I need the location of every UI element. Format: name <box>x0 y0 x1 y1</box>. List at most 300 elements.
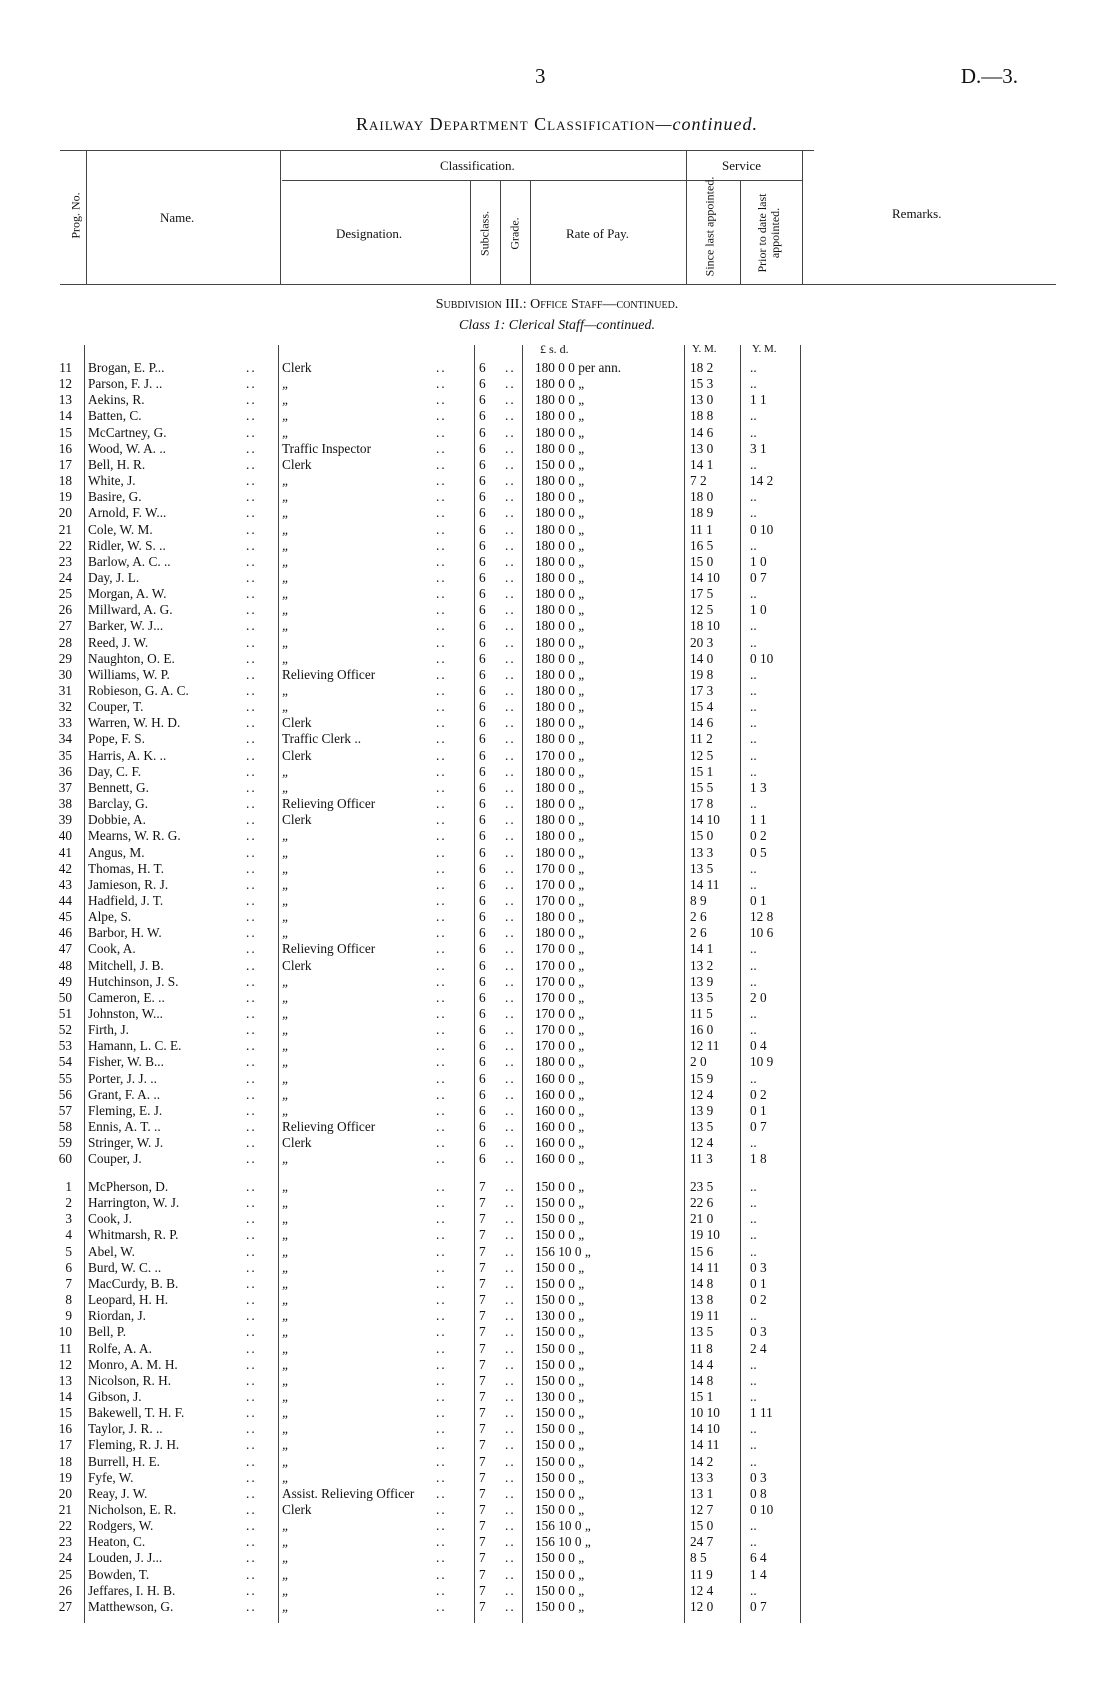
rate-of-pay: 180 0 0 „ <box>535 828 585 844</box>
subclass: 6 <box>479 1086 486 1102</box>
name: Burd, W. C. .. <box>88 1259 162 1275</box>
leader-dots: .. <box>505 553 516 569</box>
service-prior: 1 0 <box>750 602 767 618</box>
service-since: 15 1 <box>690 1388 714 1404</box>
designation: „ <box>282 521 290 537</box>
designation: „ <box>282 505 290 521</box>
leader-dots: .. <box>436 1469 447 1485</box>
leader-dots: .. <box>246 1421 257 1437</box>
leader-dots: .. <box>246 1550 257 1566</box>
designation: „ <box>282 553 290 569</box>
leader-dots: .. <box>246 1582 257 1598</box>
designation: „ <box>282 1195 290 1211</box>
leader-dots: .. <box>505 473 516 489</box>
name: Cameron, E. .. <box>88 989 165 1005</box>
service-since: 22 6 <box>690 1195 714 1211</box>
header-remarks: Remarks. <box>892 206 942 221</box>
prog-no: 21 <box>58 521 72 537</box>
subclass: 6 <box>479 440 486 456</box>
name: Nicholson, E. R. <box>88 1502 177 1517</box>
service-since: 13 5 <box>690 860 714 876</box>
leader-dots: .. <box>246 876 257 892</box>
rate-of-pay: 180 0 0 „ <box>535 521 585 537</box>
table-row <box>0 1054 1114 1070</box>
rate-of-pay: 160 0 0 „ <box>535 1086 585 1102</box>
rate-of-pay: 170 0 0 „ <box>535 747 585 763</box>
name: Mearns, W. R. G. <box>88 828 181 844</box>
subclass: 7 <box>479 1340 486 1356</box>
leader-dots: .. <box>505 763 516 779</box>
designation: Clerk <box>282 812 312 828</box>
name: Fisher, W. B... <box>88 1054 164 1070</box>
leader-dots: .. <box>436 360 447 375</box>
rate-of-pay: 180 0 0 „ <box>535 731 585 747</box>
leader-dots: .. <box>436 1227 447 1243</box>
service-prior: 14 2 <box>750 473 774 489</box>
leader-dots: .. <box>436 860 447 876</box>
designation: „ <box>282 1102 290 1118</box>
rate-of-pay: 160 0 0 „ <box>535 1135 585 1151</box>
designation: „ <box>282 1356 290 1372</box>
table-row <box>0 941 1114 957</box>
designation: „ <box>282 586 290 602</box>
name: Jamieson, R. J. <box>88 876 169 892</box>
rate-of-pay: 180 0 0 „ <box>535 909 585 925</box>
prog-no: 57 <box>58 1102 72 1118</box>
prog-no: 52 <box>58 1022 72 1038</box>
rate-of-pay: 150 0 0 „ <box>535 1211 585 1227</box>
name: Millward, A. G. <box>88 602 173 618</box>
rate-of-pay: 150 0 0 „ <box>535 1582 585 1598</box>
prog-no: 2 <box>65 1195 72 1211</box>
name: Whitmarsh, R. P. <box>88 1227 179 1243</box>
table-row <box>0 1292 1114 1308</box>
leader-dots: .. <box>246 779 257 795</box>
name: Wood, W. A. .. <box>88 440 166 456</box>
prog-no: 5 <box>65 1243 72 1259</box>
service-since: 12 7 <box>690 1502 714 1517</box>
service-since: 13 8 <box>690 1292 714 1308</box>
service-since: 18 2 <box>690 360 714 375</box>
prog-no: 27 <box>58 618 72 634</box>
designation: „ <box>282 1566 290 1582</box>
service-prior: .. <box>750 1243 757 1259</box>
service-prior: .. <box>750 586 757 602</box>
rate-of-pay: 150 0 0 „ <box>535 1502 585 1517</box>
subclass: 7 <box>479 1566 486 1582</box>
designation: „ <box>282 1388 290 1404</box>
table-row <box>0 1308 1114 1324</box>
table-row <box>0 812 1114 828</box>
designation: „ <box>282 1243 290 1259</box>
service-since: 15 0 <box>690 1518 714 1534</box>
leader-dots: .. <box>246 586 257 602</box>
subclass: 7 <box>479 1405 486 1421</box>
service-prior: 1 1 <box>750 812 767 828</box>
leader-dots: .. <box>505 634 516 650</box>
subclass: 6 <box>479 1102 486 1118</box>
header-since-last: Since last appointed. <box>702 176 717 277</box>
leader-dots: .. <box>246 1119 257 1135</box>
subclass: 6 <box>479 699 486 715</box>
leader-dots: .. <box>505 1405 516 1421</box>
leader-dots: .. <box>505 1421 516 1437</box>
rate-of-pay: 150 0 0 „ <box>535 1437 585 1453</box>
leader-dots: .. <box>436 1598 447 1614</box>
since-units: Y. M. <box>692 343 717 355</box>
leader-dots: .. <box>436 1453 447 1469</box>
table-row <box>0 618 1114 634</box>
service-prior: .. <box>750 747 757 763</box>
subclass: 6 <box>479 957 486 973</box>
name: Grant, F. A. .. <box>88 1086 161 1102</box>
prog-no: 21 <box>58 1502 72 1517</box>
prog-no: 12 <box>58 1356 72 1372</box>
table-row <box>0 1324 1114 1340</box>
service-since: 13 3 <box>690 1469 714 1485</box>
leader-dots: .. <box>436 812 447 828</box>
rate-of-pay: 170 0 0 „ <box>535 989 585 1005</box>
service-since: 13 9 <box>690 1102 714 1118</box>
designation: „ <box>282 1179 290 1194</box>
designation: „ <box>282 1292 290 1308</box>
table-row <box>0 1567 1114 1583</box>
service-since: 21 0 <box>690 1211 714 1227</box>
designation: „ <box>282 408 290 424</box>
leader-dots: .. <box>246 1054 257 1070</box>
prog-no: 47 <box>58 941 72 957</box>
prog-no: 20 <box>58 505 72 521</box>
service-prior: .. <box>750 1308 757 1324</box>
rate-of-pay: 180 0 0 „ <box>535 553 585 569</box>
title-main: Railway Department Classification <box>356 114 656 134</box>
subclass: 7 <box>479 1453 486 1469</box>
subclass: 6 <box>479 392 486 408</box>
name: Jeffares, I. H. B. <box>88 1582 176 1598</box>
designation: „ <box>282 1151 290 1167</box>
service-since: 14 10 <box>690 1421 720 1437</box>
leader-dots: .. <box>505 1485 516 1501</box>
leader-dots: .. <box>505 1086 516 1102</box>
designation: „ <box>282 1582 290 1598</box>
table-row <box>0 780 1114 796</box>
subclass: 6 <box>479 456 486 472</box>
rate-of-pay: 150 0 0 „ <box>535 1356 585 1372</box>
leader-dots: .. <box>246 1086 257 1102</box>
leader-dots: .. <box>246 456 257 472</box>
leader-dots: .. <box>246 650 257 666</box>
leader-dots: .. <box>436 1054 447 1070</box>
table-row <box>0 441 1114 457</box>
designation: Clerk <box>282 715 312 731</box>
leader-dots: .. <box>436 1550 447 1566</box>
leader-dots: .. <box>505 1518 516 1534</box>
name: Day, J. L. <box>88 569 140 585</box>
prog-no: 9 <box>65 1308 72 1324</box>
subclass: 6 <box>479 569 486 585</box>
leader-dots: .. <box>436 586 447 602</box>
name: McCartney, G. <box>88 424 167 440</box>
service-prior: .. <box>750 1582 757 1598</box>
service-prior: .. <box>750 634 757 650</box>
prog-no: 54 <box>58 1054 72 1070</box>
table-row <box>0 1195 1114 1211</box>
service-since: 2 0 <box>690 1054 707 1070</box>
leader-dots: .. <box>505 1195 516 1211</box>
header-vline-4 <box>500 180 501 284</box>
leader-dots: .. <box>246 602 257 618</box>
service-since: 18 10 <box>690 618 720 634</box>
subclass: 7 <box>479 1308 486 1324</box>
designation: Relieving Officer <box>282 666 376 682</box>
rate-of-pay: 156 10 0 „ <box>535 1243 591 1259</box>
rate-of-pay: 170 0 0 „ <box>535 892 585 908</box>
prog-no: 15 <box>58 424 72 440</box>
table-row <box>0 554 1114 570</box>
rate-of-pay: 160 0 0 „ <box>535 1151 585 1167</box>
service-since: 14 10 <box>690 812 720 828</box>
leader-dots: .. <box>436 1259 447 1275</box>
leader-dots: .. <box>436 1292 447 1308</box>
service-since: 15 0 <box>690 828 714 844</box>
rate-of-pay: 180 0 0 „ <box>535 473 585 489</box>
prog-no: 32 <box>58 699 72 715</box>
subclass: 7 <box>479 1582 486 1598</box>
rate-of-pay: 150 0 0 „ <box>535 1275 585 1291</box>
subclass: 7 <box>479 1372 486 1388</box>
service-since: 14 8 <box>690 1275 714 1291</box>
leader-dots: .. <box>505 973 516 989</box>
subclass: 7 <box>479 1324 486 1340</box>
service-prior: .. <box>750 731 757 747</box>
service-since: 24 7 <box>690 1534 714 1550</box>
rate-of-pay: 156 10 0 „ <box>535 1534 591 1550</box>
designation: „ <box>282 1598 290 1614</box>
prog-no: 49 <box>58 973 72 989</box>
leader-dots: .. <box>505 1502 516 1517</box>
service-prior: 0 7 <box>750 569 767 585</box>
subclass: 6 <box>479 812 486 828</box>
prog-no: 50 <box>58 989 72 1005</box>
prog-no: 18 <box>58 473 72 489</box>
name: Bowden, T. <box>88 1566 150 1582</box>
rate-of-pay: 156 10 0 „ <box>535 1518 591 1534</box>
leader-dots: .. <box>246 941 257 957</box>
table-row <box>0 1211 1114 1227</box>
leader-dots: .. <box>436 440 447 456</box>
designation: „ <box>282 650 290 666</box>
rate-of-pay: 170 0 0 „ <box>535 1006 585 1021</box>
subclass: 6 <box>479 408 486 424</box>
leader-dots: .. <box>246 1485 257 1501</box>
designation: „ <box>282 1469 290 1485</box>
leader-dots: .. <box>436 731 447 747</box>
header-bottom-rule <box>60 284 1056 285</box>
prog-no: 14 <box>58 1388 72 1404</box>
name: Cook, A. <box>88 941 136 957</box>
table-row <box>0 1470 1114 1486</box>
prog-no: 37 <box>58 779 72 795</box>
designation: Relieving Officer <box>282 1119 376 1135</box>
service-since: 13 9 <box>690 973 714 989</box>
name: Couper, T. <box>88 699 144 715</box>
subclass: 7 <box>479 1243 486 1259</box>
name: Bell, H. R. <box>88 456 146 472</box>
leader-dots: .. <box>505 989 516 1005</box>
table-row <box>0 1087 1114 1103</box>
service-since: 14 10 <box>690 569 720 585</box>
subclass: 7 <box>479 1550 486 1566</box>
name: Thomas, H. T. <box>88 860 164 876</box>
subclass: 6 <box>479 731 486 747</box>
name: Matthewson, G. <box>88 1598 174 1614</box>
service-prior: .. <box>750 1179 757 1194</box>
leader-dots: .. <box>246 473 257 489</box>
leader-dots: .. <box>436 909 447 925</box>
rate-of-pay: 180 0 0 „ <box>535 505 585 521</box>
service-since: 13 2 <box>690 957 714 973</box>
subclass: 6 <box>479 909 486 925</box>
name: Morgan, A. W. <box>88 586 167 602</box>
designation: „ <box>282 1227 290 1243</box>
name: Hutchinson, J. S. <box>88 973 179 989</box>
name: Bell, P. <box>88 1324 127 1340</box>
prog-no: 29 <box>58 650 72 666</box>
service-prior: 0 8 <box>750 1485 767 1501</box>
leader-dots: .. <box>505 1243 516 1259</box>
rate-of-pay: 150 0 0 „ <box>535 1566 585 1582</box>
prog-no: 13 <box>58 1372 72 1388</box>
prog-no: 10 <box>58 1324 72 1340</box>
leader-dots: .. <box>246 828 257 844</box>
rate-of-pay: 130 0 0 „ <box>535 1388 585 1404</box>
designation: „ <box>282 1550 290 1566</box>
subclass: 6 <box>479 1151 486 1167</box>
service-prior: 1 11 <box>750 1405 773 1421</box>
service-since: 11 3 <box>690 1151 713 1167</box>
leader-dots: .. <box>505 456 516 472</box>
designation: „ <box>282 1453 290 1469</box>
service-since: 15 0 <box>690 553 714 569</box>
subclass: 6 <box>479 521 486 537</box>
leader-dots: .. <box>436 1421 447 1437</box>
service-prior: .. <box>750 1372 757 1388</box>
designation: „ <box>282 1070 290 1086</box>
leader-dots: .. <box>246 731 257 747</box>
subclass: 6 <box>479 1006 486 1021</box>
prog-no: 26 <box>58 1582 72 1598</box>
name: Barclay, G. <box>88 796 149 812</box>
service-prior: .. <box>750 1518 757 1534</box>
service-since: 7 2 <box>690 473 707 489</box>
table-row <box>0 925 1114 941</box>
prog-no: 15 <box>58 1405 72 1421</box>
leader-dots: .. <box>436 989 447 1005</box>
rate-of-pay: 150 0 0 „ <box>535 1340 585 1356</box>
subclass: 6 <box>479 602 486 618</box>
leader-dots: .. <box>436 1534 447 1550</box>
rate-of-pay: 170 0 0 „ <box>535 876 585 892</box>
leader-dots: .. <box>436 392 447 408</box>
leader-dots: .. <box>436 1038 447 1054</box>
name: Harris, A. K. .. <box>88 747 167 763</box>
rate-of-pay: 170 0 0 „ <box>535 1022 585 1038</box>
leader-dots: .. <box>436 844 447 860</box>
designation: Clerk <box>282 456 312 472</box>
table-row <box>0 1341 1114 1357</box>
leader-dots: .. <box>505 699 516 715</box>
leader-dots: .. <box>505 715 516 731</box>
rate-of-pay: 180 0 0 „ <box>535 796 585 812</box>
table-row <box>0 408 1114 424</box>
leader-dots: .. <box>505 828 516 844</box>
leader-dots: .. <box>505 489 516 505</box>
leader-dots: .. <box>246 360 257 375</box>
leader-dots: .. <box>246 763 257 779</box>
table-row <box>0 1151 1114 1167</box>
prog-no: 30 <box>58 666 72 682</box>
leader-dots: .. <box>246 505 257 521</box>
service-since: 19 8 <box>690 666 714 682</box>
header-vline-8 <box>802 150 803 284</box>
subclass: 6 <box>479 553 486 569</box>
subclass: 6 <box>479 489 486 505</box>
service-prior: .. <box>750 683 757 698</box>
service-prior: 0 2 <box>750 828 767 844</box>
service-prior: 1 1 <box>750 392 767 408</box>
leader-dots: .. <box>246 747 257 763</box>
subclass: 6 <box>479 925 486 941</box>
leader-dots: .. <box>246 1275 257 1291</box>
leader-dots: .. <box>436 1324 447 1340</box>
prog-no: 59 <box>58 1135 72 1151</box>
leader-dots: .. <box>436 1102 447 1118</box>
leader-dots: .. <box>436 876 447 892</box>
service-prior: .. <box>750 1356 757 1372</box>
service-since: 12 0 <box>690 1598 714 1614</box>
designation: „ <box>282 973 290 989</box>
leader-dots: .. <box>436 1372 447 1388</box>
service-prior: .. <box>750 360 757 375</box>
leader-dots: .. <box>436 1006 447 1021</box>
leader-dots: .. <box>505 1324 516 1340</box>
subclass: 6 <box>479 473 486 489</box>
prog-no: 1 <box>65 1179 72 1194</box>
service-since: 20 3 <box>690 634 714 650</box>
service-since: 11 1 <box>690 521 713 537</box>
rate-of-pay: 180 0 0 „ <box>535 569 585 585</box>
leader-dots: .. <box>436 1566 447 1582</box>
leader-dots: .. <box>436 1179 447 1194</box>
rate-of-pay: 180 0 0 „ <box>535 763 585 779</box>
designation: „ <box>282 537 290 553</box>
name: Monro, A. M. H. <box>88 1356 178 1372</box>
subclass: 7 <box>479 1195 486 1211</box>
name: Angus, M. <box>88 844 145 860</box>
service-since: 17 3 <box>690 683 714 698</box>
table-row <box>0 1454 1114 1470</box>
designation: „ <box>282 392 290 408</box>
document-reference: D.—3. <box>960 64 1018 88</box>
service-prior: .. <box>750 876 757 892</box>
leader-dots: .. <box>436 1070 447 1086</box>
service-prior: 0 10 <box>750 1502 774 1517</box>
prog-no: 24 <box>58 1550 72 1566</box>
table-row <box>0 1550 1114 1566</box>
table-row <box>0 861 1114 877</box>
prog-no: 36 <box>58 763 72 779</box>
leader-dots: .. <box>436 1119 447 1135</box>
